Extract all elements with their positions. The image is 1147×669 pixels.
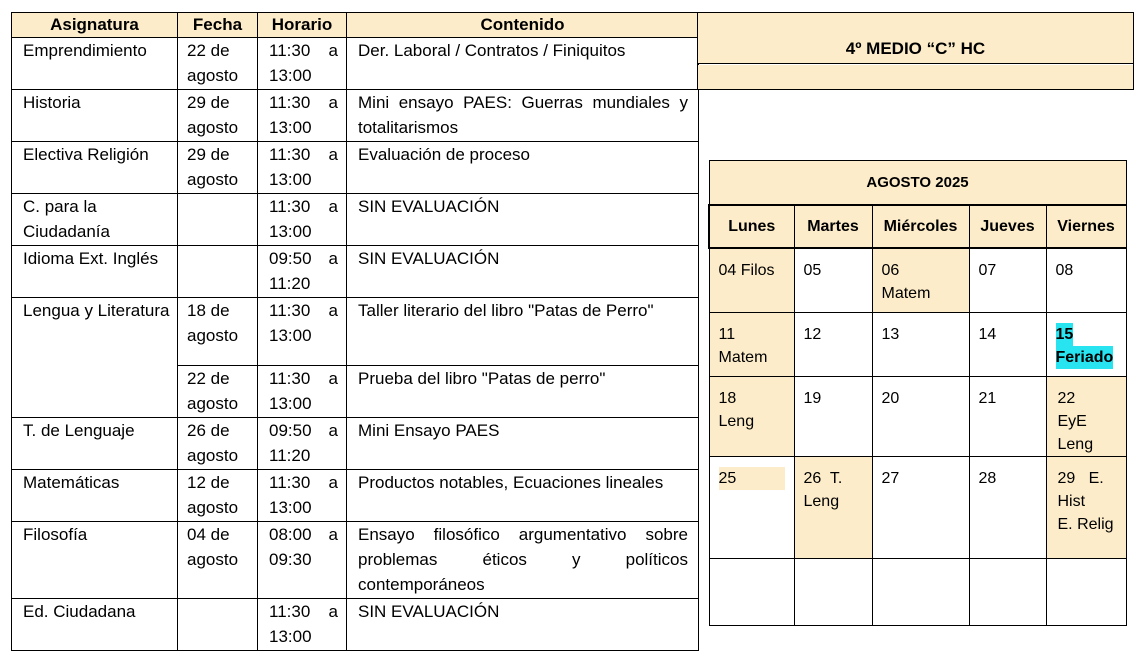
calendar-day: 05 [794,248,872,312]
calendar-day-empty [969,558,1046,625]
subject-cell: T. de Lenguaje [12,418,178,470]
time-cell: 09:50 a 11:20 [258,418,347,470]
table-row [12,599,699,651]
subject-cell: Historia [12,90,178,142]
date-cell: 29 de agosto [178,142,258,194]
course-title-box [697,12,1134,90]
content-cell: Mini Ensayo PAES [347,418,699,470]
table-row [12,522,699,599]
calendar-day: 12 [794,312,872,376]
header-content: Contenido [347,13,699,38]
course-title-band [698,65,1133,89]
date-cell [178,194,258,246]
time-cell: 09:50 a 11:20 [258,246,347,298]
calendar-day: 29 E. Hist E. Relig [1046,456,1126,558]
subject-cell: Ed. Ciudadana [12,599,178,651]
table-row [12,246,699,298]
calendar-day: 27 [872,456,969,558]
time-cell: 11:30 a 13:00 [258,366,347,418]
calendar-day-empty [794,558,872,625]
weekday-label: Miércoles [872,205,969,248]
table-row [12,90,699,142]
table-row [12,142,699,194]
calendar-day: 08 [1046,248,1126,312]
time-cell: 11:30 a 13:00 [258,194,347,246]
calendar-day: 25 [709,456,794,558]
calendar-day: 06 Matem [872,248,969,312]
table-header-row [12,13,699,38]
calendar-week [709,248,1126,312]
calendar-day-empty [872,558,969,625]
date-cell: 26 de agosto [178,418,258,470]
time-cell: 11:30 a 13:00 [258,142,347,194]
calendar-day: 28 [969,456,1046,558]
time-cell: 08:00 a 09:30 [258,522,347,599]
subject-cell: C. para la Ciudadanía [12,194,178,246]
subject-cell: Emprendimiento [12,38,178,90]
header-time: Horario [258,13,347,38]
time-cell: 11:30 a 13:00 [258,470,347,522]
calendar-month-title: AGOSTO 2025 [709,161,1126,206]
table-row [12,38,699,90]
date-cell: 18 de agosto [178,298,258,366]
subject-cell: Electiva Religión [12,142,178,194]
table-row [12,418,699,470]
month-calendar [708,160,1127,626]
content-cell: Productos notables, Ecuaciones lineales [347,470,699,522]
time-cell: 11:30 a 13:00 [258,90,347,142]
table-row [12,470,699,522]
content-cell: Ensayo filosófico argumentativo sobre problemas éticos y políticos contemporáneos [347,522,699,599]
weekday-label: Lunes [709,205,794,248]
weekday-header-row [709,205,1126,248]
calendar-day: 11 Matem [709,312,794,376]
subject-cell: Matemáticas [12,470,178,522]
content-cell: Prueba del libro "Patas de perro" [347,366,699,418]
date-cell: 22 de agosto [178,38,258,90]
date-cell: 12 de agosto [178,470,258,522]
calendar-day-empty [1046,558,1126,625]
calendar-week-empty [709,558,1126,625]
calendar-day: 13 [872,312,969,376]
table-row [12,298,699,366]
time-cell: 11:30 a 13:00 [258,298,347,366]
calendar-day-empty [709,558,794,625]
subject-cell: Idioma Ext. Inglés [12,246,178,298]
header-date: Fecha [178,13,258,38]
content-cell: SIN EVALUACIÓN [347,194,699,246]
content-cell: Mini ensayo PAES: Guerras mundiales y totalitarismos [347,90,699,142]
calendar-week [709,312,1126,376]
content-cell: SIN EVALUACIÓN [347,599,699,651]
weekday-label: Martes [794,205,872,248]
date-cell: 29 de agosto [178,90,258,142]
calendar-day: 22 EyE Leng [1046,376,1126,456]
content-cell: Taller literario del libro "Patas de Perro" [347,298,699,366]
calendar-day: 21 [969,376,1046,456]
calendar-day: 26 T. Leng [794,456,872,558]
content-cell: SIN EVALUACIÓN [347,246,699,298]
calendar-week [709,456,1126,558]
evaluation-schedule-table [11,12,699,651]
content-cell: Der. Laboral / Contratos / Finiquitos [347,38,699,90]
calendar-day: 14 [969,312,1046,376]
weekday-label: Jueves [969,205,1046,248]
calendar-day: 18 Leng [709,376,794,456]
content-cell: Evaluación de proceso [347,142,699,194]
time-cell: 11:30 a 13:00 [258,599,347,651]
subject-cell: Lengua y Literatura [12,298,178,418]
time-cell: 11:30 a 13:00 [258,38,347,90]
calendar-week [709,376,1126,456]
date-cell [178,246,258,298]
date-cell: 22 de agosto [178,366,258,418]
date-cell [178,599,258,651]
subject-cell: Filosofía [12,522,178,599]
header-subject: Asignatura [12,13,178,38]
calendar-day: 04 Filos [709,248,794,312]
calendar-day: 20 [872,376,969,456]
table-row [12,194,699,246]
calendar-day: 19 [794,376,872,456]
calendar-day-holiday: 15 Feriado [1046,312,1126,376]
date-cell: 04 de agosto [178,522,258,599]
weekday-label: Viernes [1046,205,1126,248]
calendar-day: 07 [969,248,1046,312]
course-title: 4º MEDIO “C” HC [698,13,1133,64]
